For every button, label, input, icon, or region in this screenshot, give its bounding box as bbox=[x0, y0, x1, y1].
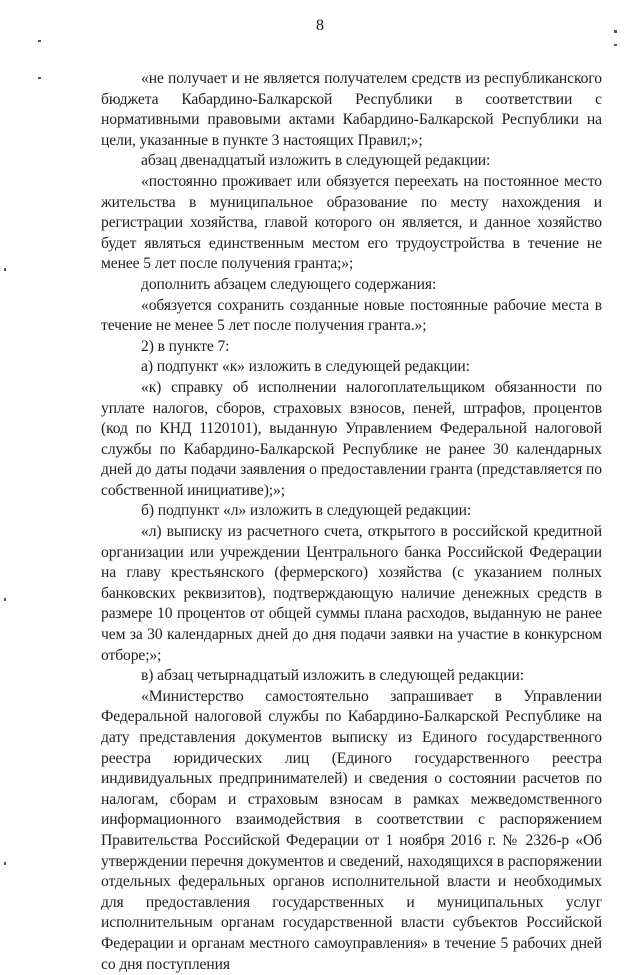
paragraph: дополнить абзацем следующего содержания: bbox=[141, 275, 437, 293]
scan-speck bbox=[4, 598, 6, 601]
scan-speck bbox=[4, 862, 6, 865]
document-body bbox=[101, 69, 602, 975]
paragraph: абзац двенадцатый изложить в следующей редакции: bbox=[141, 152, 491, 170]
paragraph: б) подпункт «л» изложить в следующей редакции: bbox=[141, 502, 472, 520]
paragraph: «постоянно проживает или обязуется переехать на постоянное место жительства в муниципальное образование по месту нахождения и регистрации хозяйства, главой которого он является, и данное хозяйство будет являться единственным местом его трудоустройства в течение не менее 5 лет после получения гранта;»; bbox=[101, 172, 602, 273]
paragraph: в) абзац четырнадцатый изложить в следующей редакции: bbox=[141, 667, 524, 685]
paragraph: а) подпункт «к» изложить в следующей редакции: bbox=[141, 358, 470, 376]
paragraph: «к) справку об исполнении налогоплательщиком обязанности по уплате налогов, сборов, страховых взносов, пеней, штрафов, процентов (код по КНД 1120101), выданную Управлением Федеральной налоговой службы по Кабардино-Балкарской Республике не ранее 30 календарных дней до даты подачи заявления о предоставлении гранта (представляется по собственной инициативе);»; bbox=[101, 378, 602, 499]
paragraph: «не получает и не является получателем средств из республиканского бюджета Кабардино-Балкарской Республики в соответствии с нормативными правовыми актами Кабардино-Балкарской Республики на цели, указанные в пункте 3 настоящих Правил;»; bbox=[101, 70, 602, 149]
paragraph: «обязуется сохранить созданные новые постоянные рабочие места в течение не менее 5 лет после получения гранта.»; bbox=[101, 296, 602, 335]
paragraph: «л) выписку из расчетного счета, открытого в российской кредитной организации или учреждении Центрального банка Российской Федерации на главу крестьянского (фермерского) хозяйства (с указанием полных банковских реквизитов), подтверждающую наличие денежных средств в размере 10 процентов от общей суммы плана расходов, выданную не ранее чем за 30 календарных дней до дня подачи заявки на участие в конкурсном отборе;»; bbox=[101, 523, 602, 664]
paragraph: «Министерство самостоятельно запрашивает в Управлении Федеральной налоговой службы по Кабардино-Балкарской Республике на дату представления документов выписку из Единого государственного реестра юридических лиц (Единого государственного реестра индивидуальных предпринимателей) и сведения о состоянии расчетов по налогам, сборам и страховым взносам в рамках межведомственного информационного взаимодействия в соответствии с распоряжением Правительства Российской Федерации от 1 ноября 2016 г. № 2326-р «Об утверждении перечня документов и сведений, находящихся в распоряжении отдельных федеральных органов исполнительной власти и необходимых для предоставления государственных и муниципальных услуг исполнительным органам государственной власти субъектов Российской Федерации и органам местного самоуправления» в течение 5 рабочих дней со дня поступления bbox=[101, 687, 602, 973]
scan-speck bbox=[38, 77, 41, 79]
scan-speck bbox=[4, 268, 6, 271]
scan-speck bbox=[614, 44, 617, 46]
scan-speck bbox=[38, 40, 41, 42]
paragraph: 2) в пункте 7: bbox=[141, 337, 230, 355]
scan-speck bbox=[614, 30, 617, 33]
page-number: 8 bbox=[316, 17, 324, 34]
